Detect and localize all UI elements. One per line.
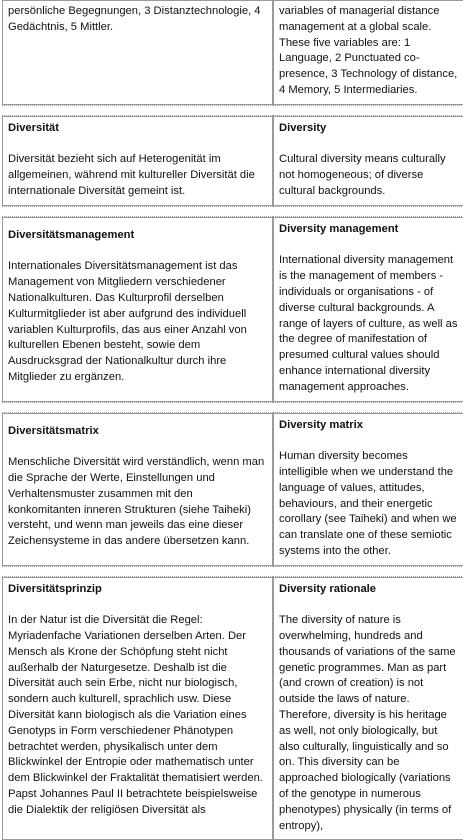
- german-definition: Menschliche Diversität wird verständlich, wenn man die Sprache der Werte, Einstellungen und Verhaltensmuster zusammen mit den konkomitanten inneren Strukturen (siehe Taiheki) versteht, und wenn man jeweils das eine dieser Zeichensysteme in das andere übersetzen kann.: [8, 456, 265, 548]
- german-term: Diversitätsmatrix: [8, 424, 99, 437]
- english-definition: The diversity of nature is overwhelming, hundreds and thousands of variations of the same genetic programmes. Man as part (and crown of creation) is not outside the laws of nature. Therefore, diversity is his heritage as well, not only biologically, but also culturally, linguistically and so on. This diversity can be approached biologically (variations of the genotype in numerous phenotypes) physically (in terms of entropy),: [279, 614, 456, 832]
- table-row: [2, 217, 463, 402]
- english-term: Diversity matrix: [279, 418, 363, 431]
- glossary-table: [2, 0, 463, 840]
- english-definition: Cultural diversity means culturally not homogeneous; of diverse cultural backgrounds.: [279, 153, 446, 197]
- row-separator: [2, 566, 463, 577]
- english-definition: International diversity management is the management of members - individuals or organisations - of diverse cultural backgrounds. A range of layers of culture, as well as the degree of manifestation of presumed cultural values should enhance international diversity management approaches.: [279, 254, 458, 393]
- german-definition: In der Natur ist die Diversität die Regel: Myriadenfache Variationen derselben Arten. Der Mensch als Krone der Schöpfung steht nicht außerhalb der Naturgesetze. Deshalb ist die Diversität auch sein Erbe, nicht nur biologisch, sondern auch kulturell, sprachlich usw. Diese Diversität kann biologisch als die Variation eines Genotyps in Form verschiedener Phänotypen betrachtet werden, physikalisch unter dem Blickwinkel der Entropie oder mathematisch unter dem Blickwinkel der Fraktalität thematisiert werden. Papst Johannes Paul II betrachtete beispielsweise die Dialektik der religiösen Diversität als: [8, 614, 263, 816]
- german-definition: persönliche Begegnungen, 3 Distanztechnologie, 4 Gedächtnis, 5 Mittler.: [8, 5, 261, 33]
- row-separator: [2, 402, 463, 413]
- english-cell: [273, 217, 463, 402]
- german-cell: [2, 217, 273, 402]
- german-term: Diversitätsmanagement: [8, 228, 135, 241]
- german-cell: [2, 0, 273, 105]
- glossary-page: [2, 0, 461, 832]
- english-term: Diversity: [279, 121, 327, 134]
- english-cell: [273, 413, 463, 566]
- german-definition: Diversität bezieht sich auf Heterogenität im allgemeinen, während mit kultureller Diversität die internationale Diversität gemeint ist.: [8, 153, 255, 197]
- english-term: Diversity management: [279, 222, 399, 235]
- table-row: [2, 116, 463, 206]
- german-cell: [2, 413, 273, 566]
- row-separator: [2, 206, 463, 217]
- table-row: [2, 0, 463, 105]
- table-row: [2, 577, 463, 840]
- english-cell: [273, 116, 463, 206]
- german-cell: [2, 577, 273, 840]
- german-definition: Internationales Diversitätsmanagement ist das Management von Mitgliedern verschiedener Nationalkulturen. Das Kulturprofil derselben Kulturmitglieder ist aber aufgrund des individuell variablen Kulturprofils, das aus einer Anzahl von kulturellen Ebenen besteht, sowie dem Ausdrucksgrad der Nationalkultur durch ihre Mitglieder zu ergänzen.: [8, 260, 247, 383]
- row-separator: [2, 105, 463, 116]
- german-cell: [2, 116, 273, 206]
- english-term: Diversity rationale: [279, 582, 377, 595]
- english-cell: [273, 577, 463, 840]
- table-row: [2, 413, 463, 566]
- german-term: Diversität: [8, 121, 59, 134]
- english-definition: variables of managerial distance management at a global scale. These five variables are: 1 Language, 2 Punctuated co-presence, 3 Technology of distance, 4 Memory, 5 Intermediaries.: [279, 5, 458, 96]
- english-cell: [273, 0, 463, 105]
- english-definition: Human diversity becomes intelligible when we understand the language of values, attitudes, behaviours, and their energetic corollary (see Taiheki) and when we can translate one of these semiotic systems into the other.: [279, 450, 457, 557]
- german-term: Diversitätsprinzip: [8, 582, 102, 595]
